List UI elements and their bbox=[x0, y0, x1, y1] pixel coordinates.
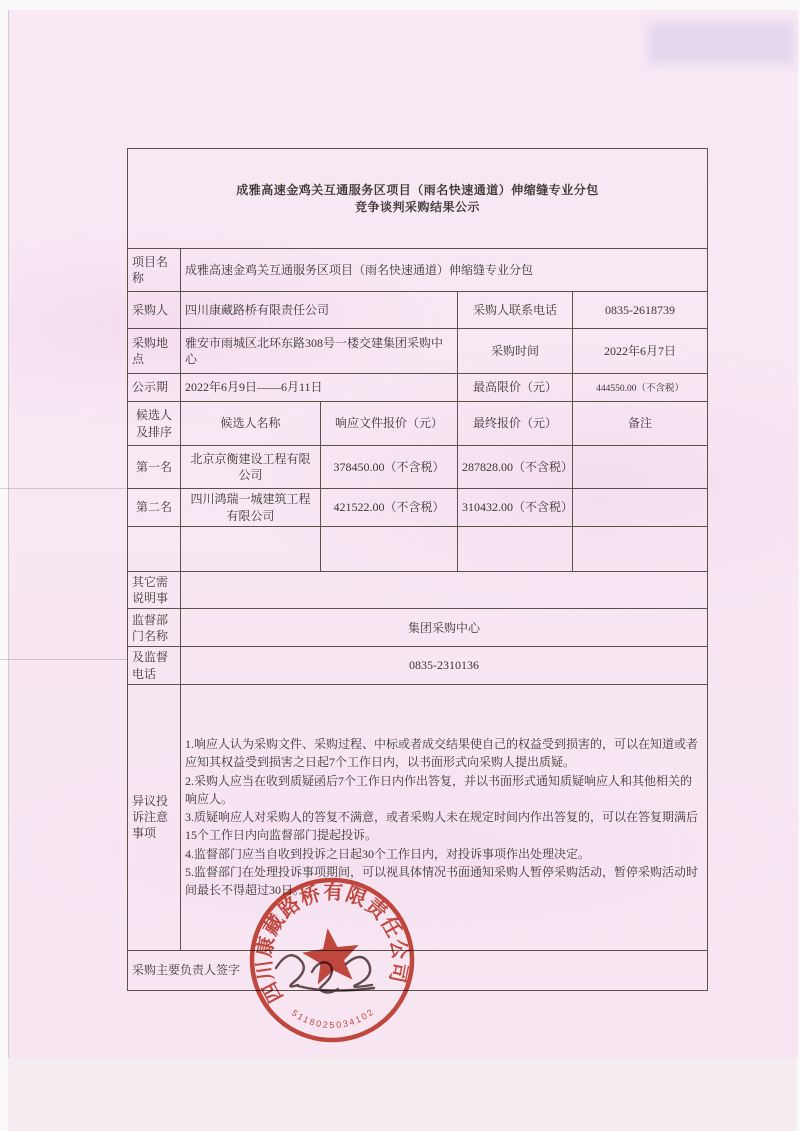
project-name-label: 项目名称 bbox=[128, 249, 181, 292]
paper-bottom-edge bbox=[8, 1058, 797, 1131]
title-line-2: 竞争谈判采购结果公示 bbox=[355, 199, 481, 214]
candidate-response-price: 421522.00（不含税） bbox=[321, 489, 458, 527]
scan-streak bbox=[0, 659, 127, 660]
candidates-name-header: 候选人名称 bbox=[181, 402, 321, 446]
purchaser-phone-label: 采购人联系电话 bbox=[458, 292, 573, 329]
candidates-remark-header: 备注 bbox=[573, 402, 708, 446]
candidates-rank-header: 候选人及排序 bbox=[128, 402, 181, 446]
candidate-rank: 第一名 bbox=[128, 446, 181, 489]
empty-cell bbox=[458, 527, 573, 572]
procurement-result-table bbox=[127, 148, 708, 991]
purchase-time-value: 2022年6月7日 bbox=[573, 329, 708, 374]
candidate-final-price: 310432.00（不含税） bbox=[458, 489, 573, 527]
objection-item: 3.质疑响应人对采购人的答复不满意，或者采购人未在规定时间内作出答复的，可以在答复期满后15个工作日内向监督部门提起投诉。 bbox=[185, 810, 699, 843]
publicity-period-value: 2022年6月9日——6月11日 bbox=[181, 374, 458, 402]
other-notes-value bbox=[181, 572, 708, 609]
project-name-value: 成雅高速金鸡关互通服务区项目（雨名快速通道）伸缩缝专业分包 bbox=[181, 249, 708, 292]
supervision-phone-value: 0835-2310136 bbox=[181, 647, 708, 684]
scan-streak bbox=[0, 488, 127, 489]
max-price-label: 最高限价（元） bbox=[458, 374, 573, 402]
empty-cell bbox=[321, 527, 458, 572]
candidates-final-price-header: 最终报价（元） bbox=[458, 402, 573, 446]
document-title bbox=[128, 149, 708, 249]
other-notes-label: 其它需说明事 bbox=[128, 572, 181, 609]
objection-item: 2.采购人应当在收到质疑函后7个工作日内作出答复，并以书面形式通知质疑响应人和其他相关的响应人。 bbox=[185, 773, 693, 806]
publicity-period-label: 公示期 bbox=[128, 374, 181, 402]
purchaser-label: 采购人 bbox=[128, 292, 181, 329]
candidate-row bbox=[128, 489, 708, 527]
objection-item: 5.监督部门在处理投诉事项期间，可以视具体情况书面通知采购人暂停采购活动，暂停采购活动时间最长不得超过30日。 bbox=[185, 864, 699, 898]
candidates-response-price-header: 响应文件报价（元） bbox=[321, 402, 458, 446]
scan-artifact bbox=[648, 22, 794, 64]
handwritten-signature bbox=[268, 928, 408, 1003]
empty-cell bbox=[573, 527, 708, 572]
location-value: 雅安市雨城区北环东路308号一楼交建集团采购中心 bbox=[181, 329, 458, 374]
seal-company-text: 四川康藏路桥有限责任公司 bbox=[253, 881, 411, 1007]
candidate-row bbox=[128, 446, 708, 489]
empty-cell bbox=[128, 527, 181, 572]
candidate-remark bbox=[573, 446, 708, 489]
candidates-header-row bbox=[128, 402, 708, 446]
signature-label: 采购主要负责人签字 bbox=[128, 950, 708, 990]
candidate-name: 四川鸿瑞一城建筑工程有限公司 bbox=[181, 489, 321, 527]
supervision-dept-value: 集团采购中心 bbox=[181, 609, 708, 647]
candidate-final-price: 287828.00（不含税） bbox=[458, 446, 573, 489]
candidate-response-price: 378450.00（不含税） bbox=[321, 446, 458, 489]
seal-serial-number: 5118025034102 bbox=[289, 1006, 377, 1031]
empty-row bbox=[128, 527, 708, 572]
objection-item: 1.响应人认为采购文件、采购过程、中标或者成交结果使自己的权益受到损害的，可以在知道或者应知其权益受到损害之日起7个工作日内，以书面形式向采购人提出质疑。 bbox=[185, 737, 699, 770]
candidate-name: 北京京衡建设工程有限公司 bbox=[181, 446, 321, 489]
empty-cell bbox=[181, 527, 321, 572]
purchase-time-label: 采购时间 bbox=[458, 329, 573, 374]
objection-item: 4.监督部门应当自收到投诉之日起30个工作日内，对投诉事项作出处理决定。 bbox=[185, 846, 591, 861]
supervision-phone-label: 及监督电话 bbox=[128, 647, 181, 684]
max-price-value: 444550.00（不含税） bbox=[573, 374, 708, 402]
purchaser-value: 四川康藏路桥有限责任公司 bbox=[181, 292, 458, 329]
objection-label: 异议投诉注意事项 bbox=[128, 684, 181, 950]
location-label: 采购地点 bbox=[128, 329, 181, 374]
purchaser-phone-value: 0835-2618739 bbox=[573, 292, 708, 329]
candidate-rank: 第二名 bbox=[128, 489, 181, 527]
supervision-dept-label: 监督部门名称 bbox=[128, 609, 181, 647]
title-line-1: 成雅高速金鸡关互通服务区项目（雨名快速通道）伸缩缝专业分包 bbox=[236, 183, 599, 198]
candidate-remark bbox=[573, 489, 708, 527]
